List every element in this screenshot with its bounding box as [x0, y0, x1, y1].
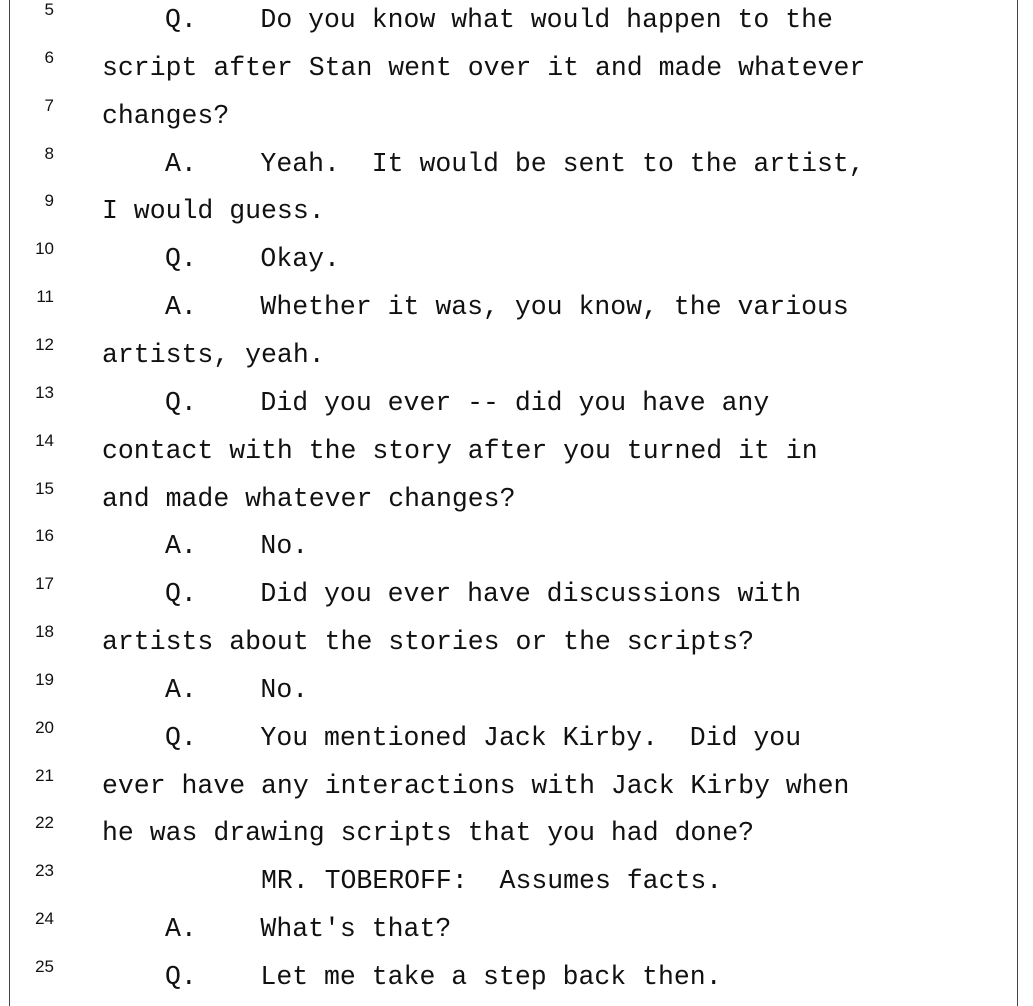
- transcript-line: [10, 383, 1017, 431]
- transcript-line: [10, 335, 1017, 383]
- line-number: 23: [35, 861, 54, 881]
- line-text: A. Whether it was, you know, the various: [165, 292, 849, 323]
- transcript-line: [10, 813, 1017, 861]
- line-text: A. No.: [165, 531, 309, 562]
- transcript-line: [10, 526, 1017, 574]
- transcript-line: [10, 957, 1017, 1005]
- line-number: 9: [44, 191, 54, 211]
- line-text: contact with the story after you turned it in: [102, 435, 818, 466]
- line-number: 16: [35, 526, 54, 546]
- line-text: I would guess.: [102, 196, 325, 227]
- line-text: Q. Okay.: [165, 244, 340, 275]
- line-text: and made whatever changes?: [102, 483, 516, 514]
- transcript-line: [10, 96, 1017, 144]
- transcript-line: [10, 670, 1017, 718]
- line-text: changes?: [102, 100, 230, 131]
- transcript-line: [10, 718, 1017, 766]
- line-number: 19: [35, 669, 54, 689]
- line-text: A. Yeah. It would be sent to the artist,: [165, 148, 865, 179]
- transcript-line: [10, 479, 1017, 527]
- transcript-line: [10, 48, 1017, 96]
- line-text: Q. Did you ever have discussions with: [165, 579, 802, 610]
- line-text: Q. You mentioned Jack Kirby. Did you: [165, 722, 802, 753]
- transcript-page: [9, 0, 1018, 1006]
- line-number: 8: [44, 143, 54, 163]
- transcript-line: [10, 622, 1017, 670]
- line-number: 20: [35, 717, 54, 737]
- line-text: A. No.: [165, 674, 309, 705]
- line-number: 15: [35, 478, 54, 498]
- line-number: 22: [35, 813, 54, 833]
- transcript-line: [10, 144, 1017, 192]
- transcript-line: [10, 191, 1017, 239]
- transcript-line: [10, 861, 1017, 909]
- transcript-line: [10, 574, 1017, 622]
- line-number: 18: [35, 622, 54, 642]
- line-number: 24: [35, 909, 54, 929]
- line-number: 6: [44, 47, 54, 67]
- line-text: Q. Do you know what would happen to the: [165, 5, 833, 35]
- transcript-line: [10, 766, 1017, 814]
- line-number: 25: [35, 957, 54, 976]
- line-number: 12: [35, 334, 54, 354]
- transcript-line: [10, 239, 1017, 287]
- line-number: 17: [35, 574, 54, 594]
- transcript-line: [10, 287, 1017, 335]
- line-text: script after Stan went over it and made whatever: [102, 52, 866, 83]
- line-text: Q. Let me take a step back then.: [165, 962, 722, 992]
- line-text: Q. Did you ever -- did you have any: [165, 387, 770, 418]
- line-number: 21: [35, 765, 54, 785]
- transcript-line: [10, 0, 1017, 48]
- line-text: artists, yeah.: [102, 339, 325, 370]
- line-text: artists about the stories or the scripts?: [102, 627, 755, 658]
- line-text: ever have any interactions with Jack Kirby when: [102, 770, 850, 801]
- line-text: MR. TOBEROFF: Assumes facts.: [261, 866, 723, 897]
- line-text: A. What's that?: [165, 914, 452, 945]
- line-number: 13: [35, 382, 54, 402]
- line-number: 14: [35, 430, 54, 450]
- line-number: 11: [36, 287, 54, 307]
- transcript-line: [10, 909, 1017, 957]
- line-number: 5: [44, 0, 54, 19]
- line-text: he was drawing scripts that you had done?: [102, 818, 755, 849]
- transcript-line: [10, 431, 1017, 479]
- line-number: 10: [35, 239, 54, 259]
- line-number: 7: [44, 95, 54, 115]
